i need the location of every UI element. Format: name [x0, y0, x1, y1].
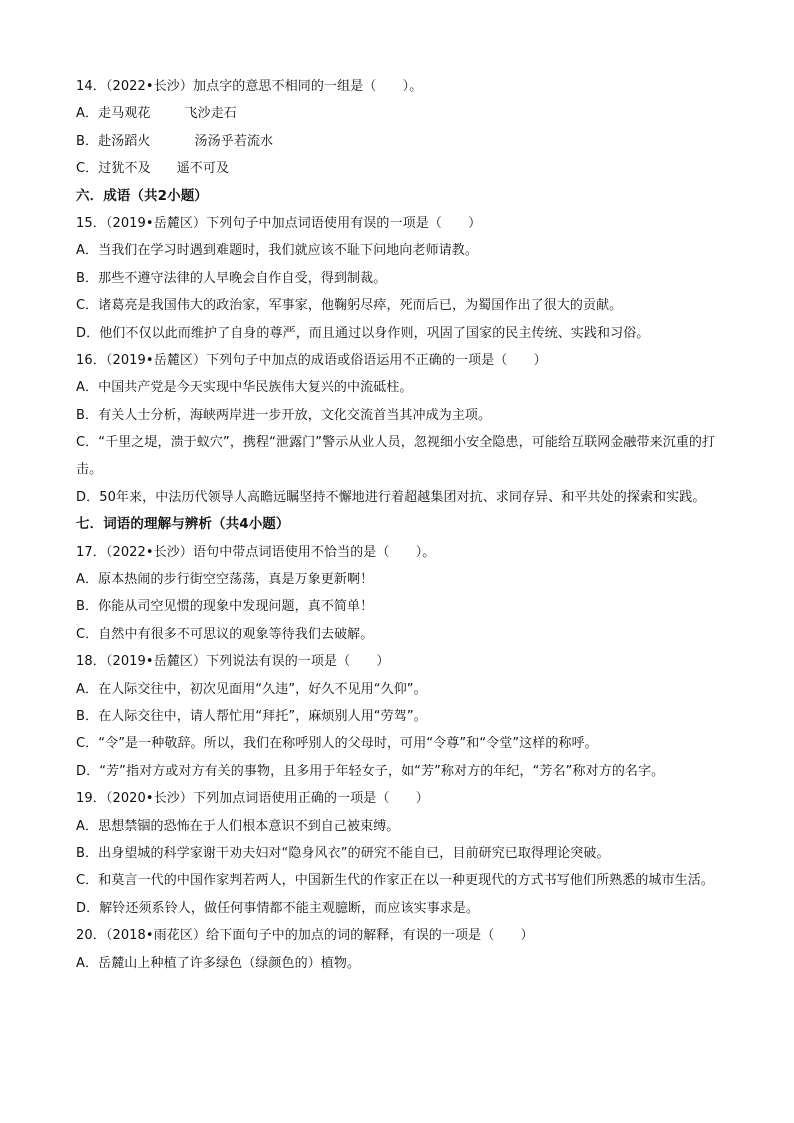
question-14-option-c: [76, 155, 726, 182]
question-17-option-c: C．自然中有很多不可思议的观象等待我们去破解。: [76, 626, 374, 642]
question-16-option-b: B．有关人士分析，海峡两岸进一步开放，文化交流首当其冲成为主项。: [76, 407, 492, 423]
option-label: A．走马观花: [76, 106, 151, 122]
question-17-option-a: A．原本热闹的步行街空空荡荡，真是万象更新啊！: [76, 572, 374, 588]
question-19-option-a: A．思想禁锢的恐怖在于人们根本意识不到自己被束缚。: [76, 818, 400, 834]
option-pair: 汤汤乎若流水: [194, 133, 274, 149]
question-15-option-b: B．那些不遵守法律的人早晚会自作自受，得到制裁。: [76, 270, 387, 286]
question-19-option-b: B．出身望城的科学家谢干劝夫妇对“隐身风衣”的研究不能自已，目前研究已取得理论突破。: [76, 846, 610, 861]
question-17-option-b: B．你能从司空见惯的现象中发现问题，真不简单！: [76, 599, 374, 615]
question-list: [76, 73, 726, 977]
question-19-option-c: C．和莫言一代的中国作家判若两人，中国新生代的作家正在以一种更现代的方式书写他们所熟悉的城市生活。: [76, 873, 714, 889]
question-18-option-d: D．“芳”指对方或对方有关的事物，且多用于年轻女子，如“芳”称对方的年纪，“芳名”称对方的名字。: [76, 763, 665, 779]
option-label: B．赴汤蹈火: [76, 133, 151, 149]
section-heading-7: 七．词语的理解与辨析（共4小题）: [76, 516, 290, 533]
option-label: C．过犹不及: [76, 161, 151, 177]
question-15-option-d: D．他们不仅以此而维护了自身的尊严，而且通过以身作则，巩固了国家的民主传统、实践和习俗。: [76, 325, 650, 341]
question-15-stem: 15．（2019•岳麓区）下列句子中加点词语使用有误的一项是（ ）: [76, 215, 482, 231]
option-pair: 遥不可及: [176, 161, 230, 177]
question-20-option-a: A．岳麓山上种植了许多绿色（绿颜色的）植物。: [76, 955, 361, 971]
question-14-stem: 14．（2022•长沙）加点字的意思不相同的一组是（ ）。: [76, 79, 423, 94]
question-16-stem: 16．（2019•岳麓区）下列句子中加点的成语或俗语运用不正确的一项是（ ）: [76, 352, 547, 368]
question-18-stem: 18．（2019•岳麓区）下列说法有误的一项是（ ）: [76, 654, 390, 670]
question-16-option-c: C．“千里之堤，溃于蚁穴”，携程“泄露门”警示从业人员，忽视细小安全隐患，可能给互联网金融带来沉重的打击。: [76, 435, 716, 478]
question-17-stem: 17．（2022•长沙）语句中带点词语使用不恰当的是（ ）。: [76, 544, 436, 560]
question-18-option-b: B．在人际交往中，请人帮忙用“拜托”，麻烦别人用“劳驾”。: [76, 709, 427, 725]
option-pair: 飞沙走石: [184, 106, 237, 122]
question-16-option-a: A．中国共产党是今天实现中华民族伟大复兴的中流砥柱。: [76, 380, 413, 396]
question-14-option-b: [76, 128, 726, 155]
question-18-option-c: C．“令”是一种敬辞。所以，我们在称呼别人的父母时，可用“令尊”和“令堂”这样的称呼。: [76, 736, 598, 752]
question-19-option-d: D．解铃还须系铃人，做任何事情都不能主观臆断，而应该实事求是。: [76, 900, 480, 916]
question-20-stem: 20．（2018•雨花区）给下面句子中的加点的词的解释，有误的一项是（ ）: [76, 928, 534, 944]
question-14-option-a: [76, 100, 726, 127]
question-19-stem: 19．（2020•长沙）下列加点词语使用正确的一项是（ ）: [76, 791, 429, 807]
question-15-option-a: A．当我们在学习时遇到难题时，我们就应该不耻下问地向老师请教。: [76, 243, 478, 259]
section-heading-6: 六．成语（共2小题）: [76, 187, 208, 204]
question-15-option-c: C．诸葛亮是我国伟大的政治家，军事家，他鞠躬尽瘁，死而后已，为蜀国作出了很大的贡献。: [76, 298, 623, 314]
question-18-option-a: A．在人际交往中，初次见面用“久违”，好久不见用“久仰”。: [76, 681, 427, 697]
question-16-option-d: D．50年来，中法历代领导人高瞻远瞩坚持不懈地进行着超越集团对抗、求同存异、和平共处的探索和实践。: [76, 489, 706, 505]
